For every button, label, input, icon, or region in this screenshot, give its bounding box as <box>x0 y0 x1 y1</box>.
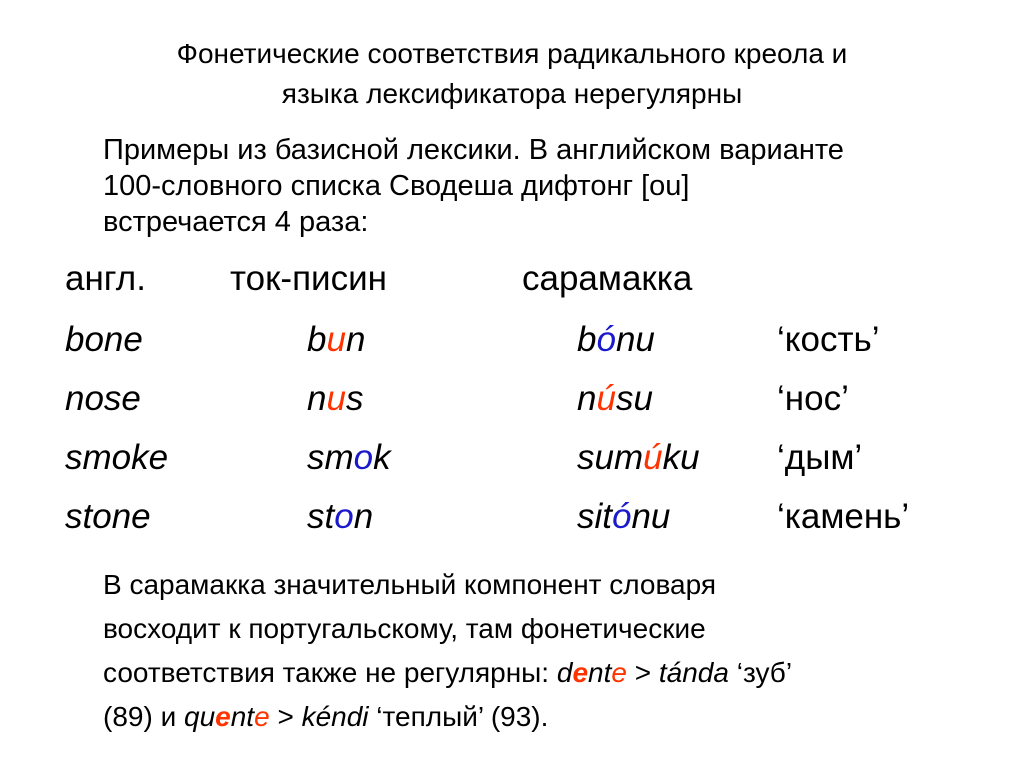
row-3-tokpisin: smok <box>307 438 391 477</box>
row-1-gloss: ‘кость’ <box>777 320 880 359</box>
word-quente: quente <box>184 701 270 732</box>
row-4-tokpisin: ston <box>307 497 374 536</box>
row-2-english: nose <box>65 379 141 418</box>
intro-line-3: встречается 4 раза: <box>103 206 369 238</box>
row-4-english: stone <box>65 497 151 536</box>
row-3-gloss: ‘дым’ <box>777 438 863 477</box>
outro-line-3: соответствия также не регулярны: dente > tánda ‘зуб’ <box>103 657 793 688</box>
intro-line-2: 100-словного списка Сводеша дифтонг [ou] <box>103 170 690 202</box>
row-3-english: smoke <box>65 438 169 477</box>
conclusion-paragraph <box>103 563 983 739</box>
intro-line-1: Примеры из базисной лексики. В английском варианте <box>103 134 844 166</box>
word-kendi: kéndi <box>301 701 369 732</box>
outro-line-1: В сарамакка значительный компонент словаря <box>103 569 717 600</box>
outro-line-4: (89) и quente > kéndi ‘теплый’ (93). <box>103 701 549 732</box>
row-4-saramaccan: sitónu <box>577 497 671 536</box>
row-2-gloss: ‘нос’ <box>777 379 849 418</box>
word-dente: dente <box>556 657 627 688</box>
row-1-english: bone <box>65 320 143 359</box>
header-saramaccan: сарамакка <box>522 259 693 298</box>
outro-line-2: восходит к португальскому, там фонетические <box>103 613 706 644</box>
row-3-saramaccan: sumúku <box>577 438 700 477</box>
title-line-1: Фонетические соответствия радикального креола и <box>176 38 848 69</box>
header-tokpisin: ток-писин <box>230 259 387 298</box>
word-tanda: tánda <box>658 657 729 688</box>
row-4-gloss: ‘камень’ <box>777 497 910 536</box>
row-1-saramaccan: bónu <box>577 320 655 359</box>
header-english: англ. <box>65 259 146 298</box>
row-2-saramaccan: núsu <box>577 379 653 418</box>
row-2-tokpisin: nus <box>307 379 364 418</box>
title-line-2: языка лексификатора нерегулярны <box>281 78 743 109</box>
row-1-tokpisin: bun <box>307 320 366 359</box>
